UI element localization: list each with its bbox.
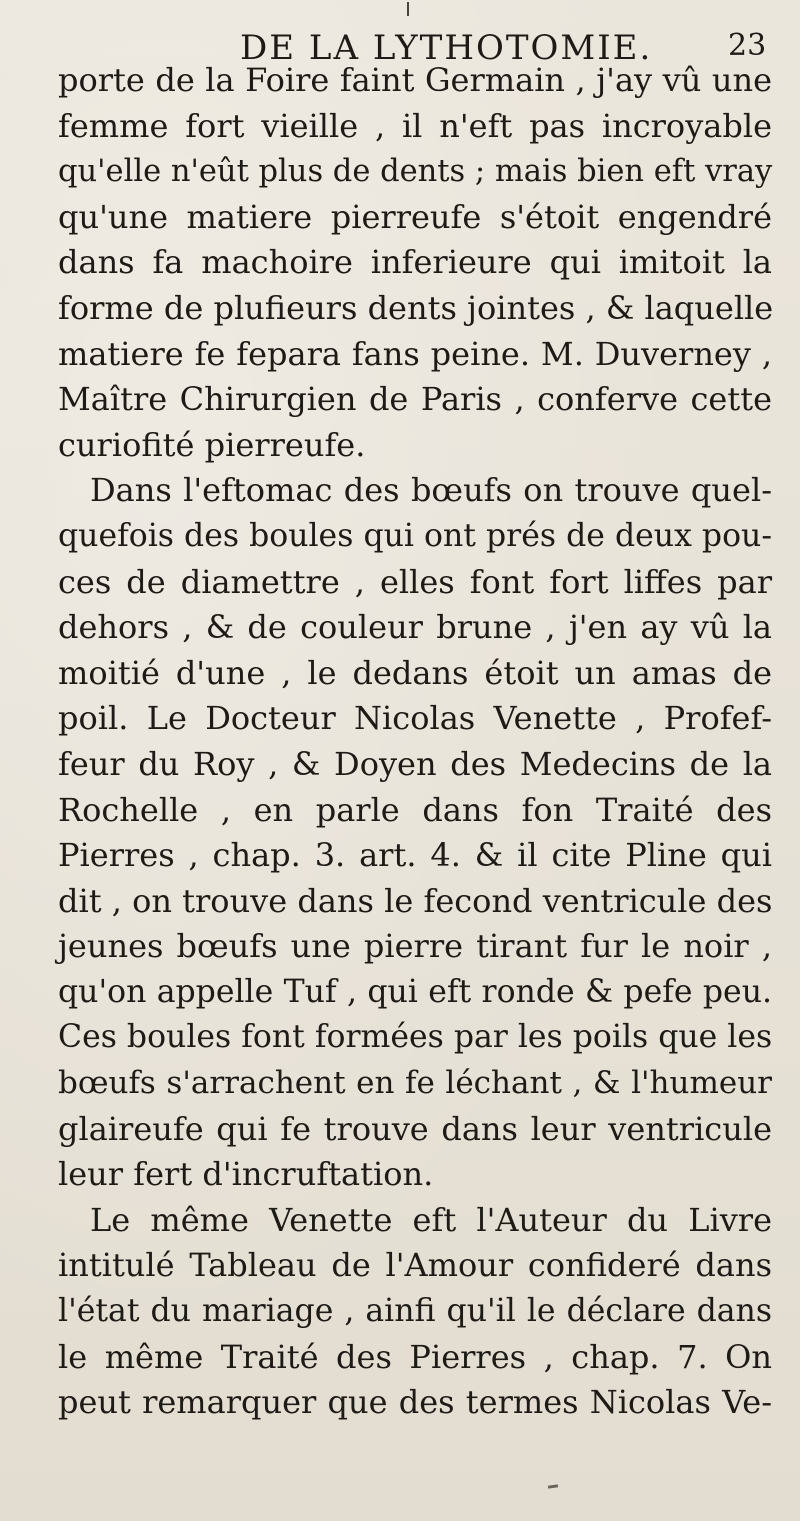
text-line: Ces boules font formées par les poils que les — [58, 1019, 773, 1056]
body-text — [58, 58, 772, 1426]
margin-mark — [407, 2, 409, 16]
text-line: qu'elle n'eût plus de dents ; mais bien eft vray — [58, 154, 773, 190]
text-line: femme fort vieille , il n'eft pas incroyable — [58, 106, 772, 145]
text-line: leur fert d'incruftation. — [58, 1155, 434, 1194]
text-line: dehors , & de couleur brune , j'en ay vû la — [58, 608, 772, 647]
text-line: Rochelle , en parle dans fon Traité des — [58, 790, 772, 829]
text-line: dit , on trouve dans le fecond ventricule des — [58, 881, 773, 920]
text-line: dans fa machoire inferieure qui imitoit la — [58, 243, 772, 282]
text-line: forme de plufieurs dents jointes , & laquelle — [58, 288, 774, 327]
paragraph-start: Le même Venette eft l'Auteur du Livre — [90, 1200, 772, 1239]
page-number: 23 — [728, 28, 767, 63]
running-title: DE LA LYTHOTOMIE. — [240, 28, 653, 68]
text-line: intitulé Tableau de l'Amour confideré dans — [58, 1246, 772, 1285]
text-line: porte de la Foire faint Germain , j'ay vû une — [58, 61, 772, 99]
text-line: ces de diamettre , elles font fort liffes par — [58, 562, 772, 601]
text-line: le même Traité des Pierres , chap. 7. On — [58, 1337, 772, 1376]
text-line: moitié d'une , le dedans étoit un amas de — [58, 653, 772, 692]
text-line: glaireufe qui fe trouve dans leur ventricule — [58, 1109, 772, 1148]
text-line: poil. Le Docteur Nicolas Venette , Profef- — [58, 699, 772, 738]
text-line: quefois des boules qui ont prés de deux pou- — [58, 517, 772, 554]
text-line: Maître Chirurgien de Paris , conferve cette — [58, 380, 772, 419]
text-line: matiere fe fepara fans peine. M. Duverney , — [58, 334, 772, 373]
text-line: curiofité pierreufe. — [58, 425, 366, 464]
paragraph-start: Dans l'eftomac des bœufs on trouve quel- — [90, 471, 772, 510]
text-line: qu'une matiere pierreufe s'étoit engendré — [58, 197, 772, 236]
text-line: qu'on appelle Tuf , qui eft ronde & pefe peu. — [58, 973, 772, 1010]
ink-mark — [548, 1484, 558, 1488]
text-line: feur du Roy , & Doyen des Medecins de la — [58, 744, 772, 783]
text-line: l'état du mariage , ainfi qu'il le déclare dans — [58, 1293, 772, 1330]
text-line: peut remarquer que des termes Nicolas Ve- — [58, 1383, 772, 1422]
text-line: bœufs s'arrachent en fe léchant , & l'humeur — [58, 1065, 772, 1102]
text-line: jeunes bœufs une pierre tirant fur le noir , — [58, 927, 772, 966]
text-line: Pierres , chap. 3. art. 4. & il cite Pline qui — [58, 836, 772, 875]
